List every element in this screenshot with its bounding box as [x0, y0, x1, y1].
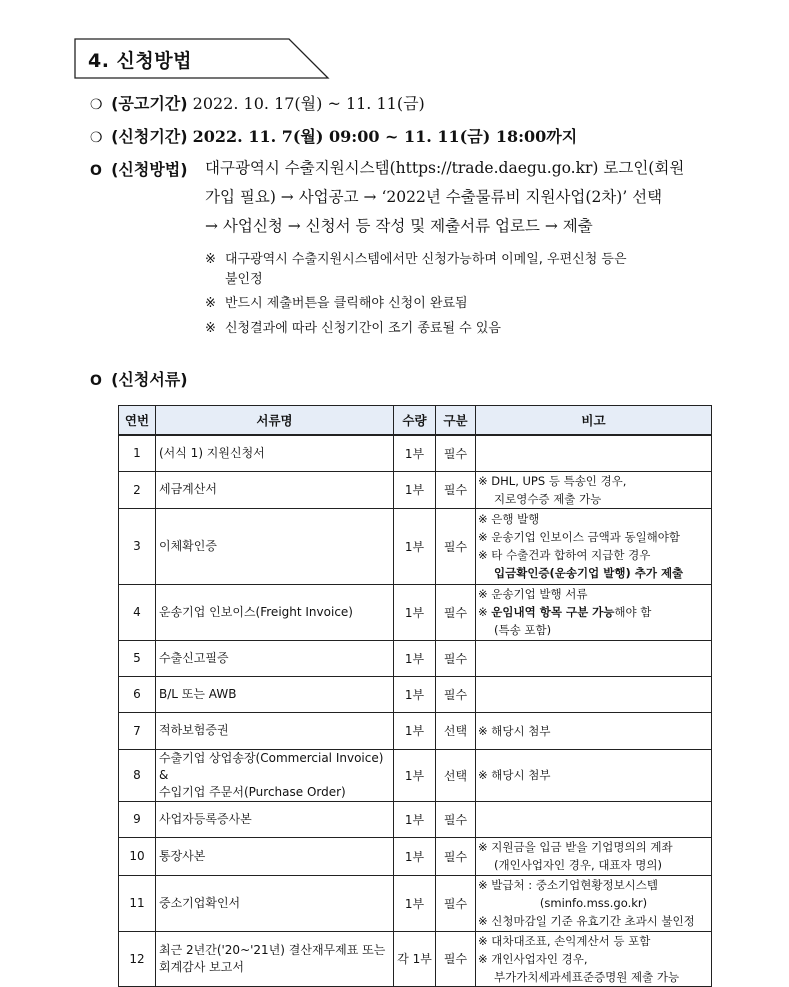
cell-qty: 각 1부 — [394, 931, 436, 986]
note-text: 대구광역시 수출지원시스템에서만 신청가능하며 이메일, 우편신청 등은 — [225, 252, 627, 267]
documents-table — [118, 405, 712, 987]
remark-line: (개인사업자인 경우, 대표자 명의) — [494, 858, 663, 872]
cell-type: 필수 — [436, 584, 476, 640]
cell-doc-name — [156, 676, 394, 712]
header-qty: 수량 — [394, 406, 436, 436]
cell-remarks — [476, 508, 712, 584]
cell-doc-name — [156, 508, 394, 584]
bullet-marker: O — [90, 163, 102, 179]
cell-no: 6 — [119, 676, 156, 712]
method-note — [205, 294, 468, 314]
cell-qty: 1부 — [394, 508, 436, 584]
cell-type: 필수 — [436, 435, 476, 471]
table-row — [119, 471, 712, 508]
cell-remarks — [476, 676, 712, 712]
header-type: 구분 — [436, 406, 476, 436]
cell-qty: 1부 — [394, 640, 436, 676]
cell-remarks — [476, 749, 712, 801]
cell-remarks — [476, 801, 712, 837]
table-row — [119, 837, 712, 875]
note-text: 반드시 제출버튼을 클릭해야 신청이 완료됨 — [225, 296, 468, 311]
note-mark: ※ — [205, 252, 216, 267]
remark-line: ※ 대차대조표, 손익계산서 등 포함 — [478, 933, 651, 948]
cell-type: 필수 — [436, 931, 476, 986]
cell-type: 필수 — [436, 471, 476, 508]
cell-type: 선택 — [436, 749, 476, 801]
cell-type: 선택 — [436, 712, 476, 749]
remark-line: ※ 운송기업 발행 서류 — [478, 587, 588, 601]
table-row — [119, 801, 712, 837]
note-mark: ※ — [205, 296, 216, 311]
cell-type: 필수 — [436, 676, 476, 712]
note-mark: ※ — [205, 321, 216, 336]
cell-doc-name — [156, 712, 394, 749]
method-line: → 사업신청 → 신청서 등 작성 및 제출서류 업로드 → 제출 — [205, 217, 593, 235]
table-header-row — [119, 406, 712, 436]
cell-no: 3 — [119, 508, 156, 584]
doc-name-line: 세금계산서 — [159, 482, 217, 496]
cell-no: 10 — [119, 837, 156, 875]
cell-remarks — [476, 712, 712, 749]
cell-type: 필수 — [436, 837, 476, 875]
cell-remarks — [476, 640, 712, 676]
remark-line: ※ 운송기업 인보이스 금액과 동일해야함 — [478, 530, 680, 544]
bullet-announcement-period — [90, 94, 425, 115]
bullet-label: (신청방법) — [111, 160, 188, 179]
section-header — [74, 38, 330, 79]
cell-doc-name — [156, 584, 394, 640]
remark-suffix: 해야 함 — [614, 605, 652, 619]
note-continuation: 불인정 — [225, 272, 263, 287]
doc-name-line: 최근 2년간('20~'21년) 결산재무제표 또는 — [159, 942, 386, 957]
doc-name-line: 수출기업 상업송장(Commercial Invoice) & — [159, 750, 384, 782]
remark-line: (sminfo.mss.go.kr) — [539, 896, 648, 910]
method-line: 대구광역시 수출지원시스템(https://trade.daegu.go.kr) 로그인(회원 — [205, 159, 685, 177]
doc-name-line: 사업자등록증사본 — [159, 811, 252, 826]
bullet-marker: ❍ — [90, 97, 103, 113]
cell-doc-name — [156, 931, 394, 986]
remark-emphasis: 운임내역 항목 구분 가능 — [491, 605, 615, 619]
cell-no: 4 — [119, 584, 156, 640]
table-row — [119, 875, 712, 931]
method-note — [205, 319, 501, 339]
remark-line: ※ 개인사업자인 경우, — [478, 951, 588, 966]
doc-name-line: 회계감사 보고서 — [159, 959, 244, 974]
cell-remarks — [476, 875, 712, 931]
cell-doc-name — [156, 801, 394, 837]
table-row — [119, 640, 712, 676]
cell-qty: 1부 — [394, 749, 436, 801]
header-no: 연번 — [119, 406, 156, 436]
remark-prefix: ※ — [478, 605, 492, 619]
cell-remarks — [476, 471, 712, 508]
bullet-application-method — [90, 160, 188, 181]
cell-type: 필수 — [436, 875, 476, 931]
cell-no: 1 — [119, 435, 156, 471]
cell-no: 11 — [119, 875, 156, 931]
section-title: 4. 신청방법 — [88, 50, 192, 72]
cell-no: 9 — [119, 801, 156, 837]
bullet-label: (신청기간) — [111, 127, 188, 146]
bullet-value: 2022. 11. 7(월) 09:00 ~ 11. 11(금) 18:00까지 — [192, 127, 578, 146]
cell-doc-name — [156, 875, 394, 931]
method-note — [205, 250, 627, 290]
cell-qty: 1부 — [394, 471, 436, 508]
bullet-label: (신청서류) — [111, 370, 188, 389]
cell-remarks — [476, 584, 712, 640]
bullet-application-period — [90, 127, 577, 148]
table-row — [119, 712, 712, 749]
table-row — [119, 749, 712, 801]
cell-type: 필수 — [436, 508, 476, 584]
cell-qty: 1부 — [394, 837, 436, 875]
cell-no: 2 — [119, 471, 156, 508]
bullet-label: (공고기간) — [111, 94, 188, 113]
table-row — [119, 508, 712, 584]
cell-qty: 1부 — [394, 712, 436, 749]
cell-qty: 1부 — [394, 875, 436, 931]
table-row — [119, 676, 712, 712]
bullet-value: 2022. 10. 17(월) ~ 11. 11(금) — [192, 94, 425, 113]
bullet-marker: ❍ — [90, 130, 103, 146]
cell-qty: 1부 — [394, 801, 436, 837]
table-row — [119, 584, 712, 640]
remark-line: ※ 해당시 첨부 — [478, 723, 551, 738]
remark-line: ※ DHL, UPS 등 특송인 경우, — [478, 473, 627, 488]
remark-line: ※ 신청마감일 기준 유효기간 초과시 불인정 — [478, 914, 695, 928]
method-description — [205, 154, 684, 241]
cell-no: 5 — [119, 640, 156, 676]
cell-doc-name — [156, 749, 394, 801]
remark-line: ※ 지원금을 입금 받을 기업명의의 계좌 — [478, 840, 673, 854]
cell-qty: 1부 — [394, 584, 436, 640]
table-row — [119, 435, 712, 471]
remark-line — [478, 603, 709, 621]
doc-name-line: 적하보험증권 — [159, 723, 229, 737]
cell-no: 12 — [119, 931, 156, 986]
cell-remarks — [476, 837, 712, 875]
remark-line: ※ 해당시 첨부 — [478, 768, 551, 782]
cell-doc-name — [156, 435, 394, 471]
remark-line: 입금확인증(운송기업 발행) 추가 제출 — [494, 566, 684, 580]
doc-name-line: 이체확인증 — [159, 538, 217, 553]
remark-line: ※ 은행 발행 — [478, 512, 540, 526]
cell-doc-name — [156, 640, 394, 676]
cell-doc-name — [156, 837, 394, 875]
cell-qty: 1부 — [394, 676, 436, 712]
cell-type: 필수 — [436, 801, 476, 837]
remark-line: ※ 타 수출건과 합하여 지급한 경우 — [478, 548, 651, 562]
doc-name-line: 중소기업확인서 — [159, 895, 241, 910]
cell-doc-name — [156, 471, 394, 508]
cell-no: 8 — [119, 749, 156, 801]
doc-name-line: 수출신고필증 — [159, 650, 229, 665]
doc-name-line: 운송기업 인보이스(Freight Invoice) — [159, 604, 353, 619]
cell-qty: 1부 — [394, 435, 436, 471]
remark-line: ※ 발급처 : 중소기업현황정보시스템 — [478, 878, 659, 892]
remark-line: 지로영수증 제출 가능 — [494, 491, 602, 506]
method-line: 가입 필요) → 사업공고 → ‘2022년 수출물류비 지원사업(2차)’ 선택 — [205, 188, 663, 206]
cell-remarks — [476, 435, 712, 471]
doc-name-line: (서식 1) 지원신청서 — [159, 445, 265, 460]
bullet-required-documents — [90, 370, 188, 391]
table-row — [119, 931, 712, 986]
cell-no: 7 — [119, 712, 156, 749]
cell-type: 필수 — [436, 640, 476, 676]
doc-name-line: B/L 또는 AWB — [159, 686, 237, 701]
header-remarks: 비고 — [476, 406, 712, 436]
doc-name-line: 통장사본 — [159, 848, 206, 863]
header-doc-name: 서류명 — [156, 406, 394, 436]
cell-remarks — [476, 931, 712, 986]
note-text: 신청결과에 따라 신청기간이 조기 종료될 수 있음 — [225, 321, 501, 336]
doc-name-line: 수입기업 주문서(Purchase Order) — [159, 784, 346, 799]
remark-line: 부가가치세과세표준증명원 제출 가능 — [494, 969, 680, 984]
bullet-marker: O — [90, 373, 102, 389]
remark-line: (특송 포함) — [494, 623, 552, 637]
